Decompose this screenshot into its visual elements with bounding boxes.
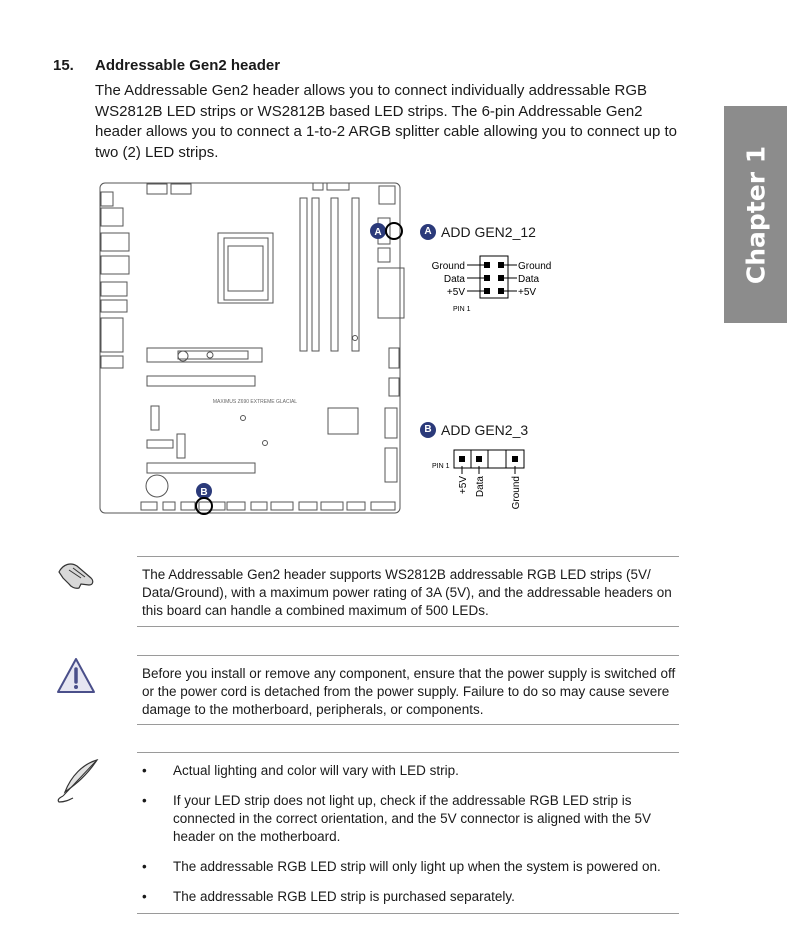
header-a-left-pin-3: +5V — [446, 287, 465, 298]
feather-pen-icon — [55, 756, 101, 804]
header-b-label — [420, 422, 528, 438]
header-a-right-pin-3: +5V — [518, 287, 537, 298]
tip-text: Actual lighting and color will vary with LED strip. — [173, 763, 459, 778]
hand-note-icon — [55, 558, 99, 592]
bullet-dot: • — [142, 859, 147, 874]
header-a-label — [420, 224, 536, 240]
badge-a: A — [420, 224, 436, 240]
bullet-dot: • — [142, 889, 147, 904]
warning-icon — [55, 656, 97, 696]
board-model-label: MAXIMUS Z690 EXTREME GLACIAL — [212, 399, 298, 405]
header-a-pinout — [420, 252, 570, 316]
marker-a-letter: A — [374, 227, 382, 238]
bullet-dot: • — [142, 793, 147, 808]
rule-warning-top — [137, 655, 679, 656]
tip-text: The addressable RGB LED strip will only light up when the system is powered on. — [173, 859, 661, 874]
header-a-left-pin-2: Data — [443, 274, 465, 285]
header-b-name: ADD GEN2_3 — [441, 422, 529, 438]
rule-note-top — [137, 556, 679, 557]
tip-item — [142, 888, 677, 906]
header-a-name: ADD GEN2_12 — [441, 224, 536, 240]
tips-list — [142, 762, 677, 918]
header-b-highlight — [196, 498, 212, 514]
bullet-dot: • — [142, 763, 147, 778]
chapter-tab-label: Chapter 1 — [741, 145, 770, 284]
header-b-pin-ground: Ground — [511, 476, 522, 510]
header-b-pinout — [428, 448, 538, 518]
marker-b-letter: B — [200, 487, 208, 498]
warning-text: Before you install or remove any component, ensure that the power supply is switched off or the power cord is detached from the power supply. Failure to do so may cause severe damage to the motherboard, peripherals, or components. — [142, 666, 676, 717]
header-a-right-pin-2: Data — [518, 274, 540, 285]
header-b-pin-5v: +5V — [458, 476, 469, 495]
header-a-left-pin-1: Ground — [431, 261, 465, 272]
hand-note-text: The Addressable Gen2 header supports WS2812B addressable RGB LED strips (5V/ Data/Ground), with a maximum power rating of 3A (5V), and the addressable headers on this board can handle a combined maximum of 500 LEDs. — [142, 567, 672, 618]
tip-text: The addressable RGB LED strip is purchased separately. — [173, 889, 515, 904]
chapter-tab — [724, 106, 787, 323]
tip-item — [142, 858, 677, 876]
rule-note-bottom — [137, 626, 679, 627]
section-number: 15. — [53, 57, 74, 74]
badge-b: B — [420, 422, 436, 438]
rule-tips-bottom — [137, 913, 679, 914]
section-title: Addressable Gen2 header — [95, 57, 281, 74]
header-a-right-pin-1: Ground — [518, 261, 552, 272]
header-b-pin1-label: PIN 1 — [432, 463, 450, 470]
tip-item — [142, 792, 677, 846]
motherboard-diagram — [95, 178, 405, 518]
rule-tips-top — [137, 752, 679, 753]
tip-item — [142, 762, 677, 780]
intro-paragraph: The Addressable Gen2 header allows you to connect individually addressable RGB WS2812B LED strips or WS2812B based LED strips. The 6-pin Addressable Gen2 header allows you to connect a 1-to-2 ARGB splitter cable allowing you to connect up to two (2) LED strips. — [95, 82, 678, 161]
header-a-pin1-label: PIN 1 — [453, 306, 471, 313]
header-b-pin-data: Data — [475, 476, 486, 498]
rule-warning-bottom — [137, 724, 679, 725]
tip-text: If your LED strip does not light up, check if the addressable RGB LED strip is connected in the correct orientation, and the 5V connector is aligned with the 5V header on the motherboard. — [173, 793, 652, 844]
